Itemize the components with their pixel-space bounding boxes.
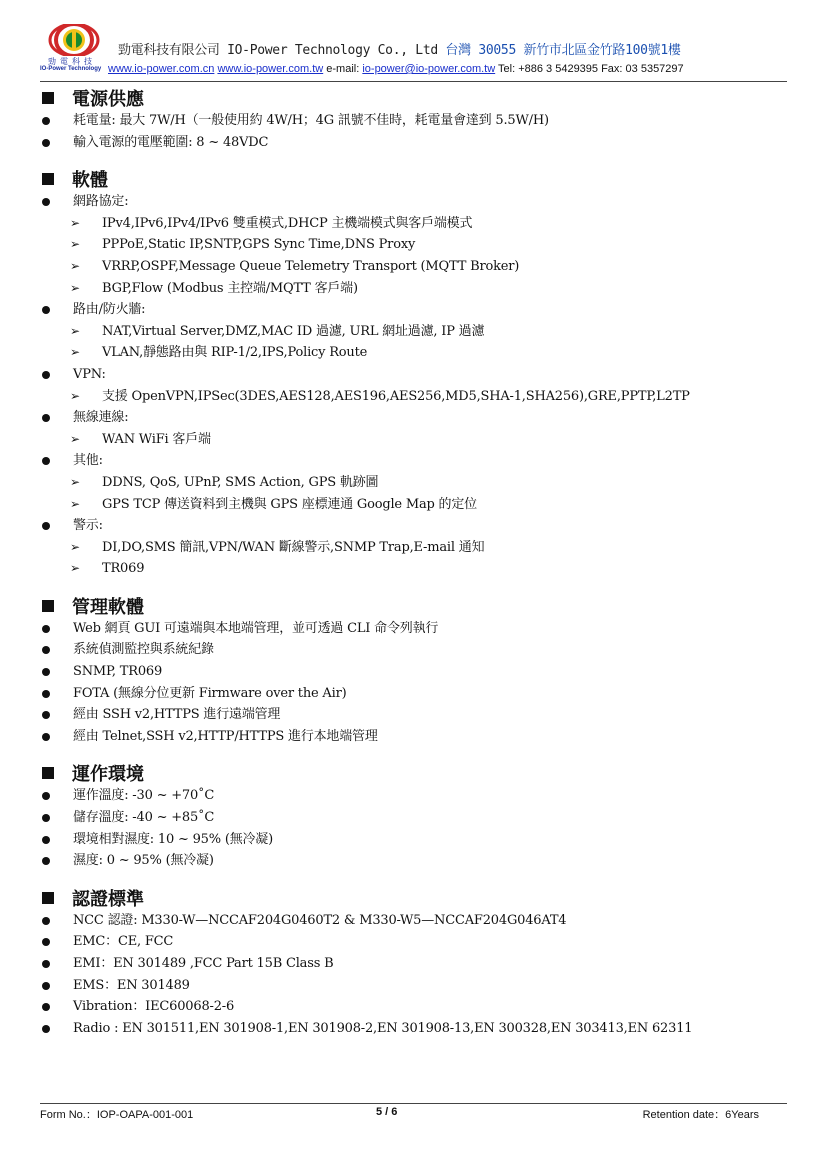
list-item: 耗電量: 最大 7W/H（一般使用約 4W/H；4G 訊號不佳時，耗電量會達到 5.5W/H) (40, 110, 790, 132)
section-management (40, 594, 790, 748)
arrow-bullet-icon: ➢ (70, 280, 80, 295)
list-item: Web 網頁 GUI 可遠端與本地端管理，並可透過 CLI 命令列執行 (40, 618, 790, 640)
logo-english-name: IO-Power Technology (40, 66, 102, 72)
company-address: 台灣 30055 新竹市北區金竹路100號1樓 (445, 43, 681, 58)
arrow-bullet-icon: ➢ (70, 258, 80, 273)
list-item: FOTA (無線分位更新 Firmware over the Air) (40, 683, 790, 705)
section-title: 管理軟體 (40, 594, 790, 618)
list-item: 運作溫度: -30 ~ +70˚C (40, 785, 790, 807)
arrow-bullet-icon: ➢ (70, 496, 80, 511)
list-item: 無線連線: (40, 407, 790, 429)
logo-chinese-name: 勁電科技 (48, 57, 96, 66)
list-item: EMI：EN 301489 ,FCC Part 15B Class B (40, 953, 790, 975)
website-link-cn[interactable]: www.io-power.com.cn (108, 63, 215, 75)
list-item: 環境相對濕度: 10 ~ 95% (無冷凝) (40, 829, 790, 851)
email-label: e-mail: (326, 63, 360, 75)
list-item: 警示: (40, 515, 790, 537)
section-title: 運作環境 (40, 761, 790, 785)
arrow-bullet-icon: ➢ (70, 474, 80, 489)
list-item: 輸入電源的電壓範圍: 8 ~ 48VDC (40, 132, 790, 154)
list-item: 儲存溫度: -40 ~ +85˚C (40, 807, 790, 829)
list-item: 系統偵測監控與系統紀錄 (40, 639, 790, 661)
contact-info (108, 63, 684, 75)
arrow-bullet-icon: ➢ (70, 539, 80, 554)
sub-list-item: ➢ NAT,Virtual Server,DMZ,MAC ID 過濾, URL 網址過濾, IP 過濾 (40, 321, 790, 343)
square-marker-icon (42, 92, 54, 104)
sub-list-item: ➢ VRRP,OSPF,Message Queue Telemetry Transport (MQTT Broker) (40, 256, 790, 278)
arrow-bullet-icon: ➢ (70, 561, 80, 576)
io-power-logo-icon (46, 24, 102, 56)
sub-list-item: ➢ GPS TCP 傳送資料到主機與 GPS 座標連通 Google Map 的定位 (40, 494, 790, 516)
section-software (40, 167, 790, 580)
document-body (40, 86, 790, 1053)
square-marker-icon (42, 600, 54, 612)
header-divider (40, 81, 787, 82)
page-number: 5 / 6 (376, 1106, 398, 1118)
list-item: 其他: (40, 450, 790, 472)
section-certification (40, 886, 790, 1040)
square-marker-icon (42, 892, 54, 904)
section-title: 認證標準 (40, 886, 790, 910)
sub-list-item: ➢ 支援 OpenVPN,IPSec(3DES,AES128,AES196,AES256,MD5,SHA-1,SHA256),GRE,PPTP,L2TP (40, 386, 790, 408)
form-number: Form No.：IOP-OAPA-001-001 (40, 1109, 194, 1121)
list-item: EMS：EN 301489 (40, 975, 790, 997)
list-item: 路由/防火牆: (40, 299, 790, 321)
sub-list-item: ➢ WAN WiFi 客戶端 (40, 429, 790, 451)
list-item: 濕度: 0 ~ 95% (無冷凝) (40, 850, 790, 872)
list-item: Radio : EN 301511,EN 301908-1,EN 301908-2,EN 301908-13,EN 300328,EN 303413,EN 62311 (40, 1018, 790, 1040)
retention-date: Retention date：6Years (642, 1109, 759, 1121)
company-logo (40, 24, 104, 76)
sub-list-item: ➢ TR069 (40, 558, 790, 580)
website-link-tw[interactable]: www.io-power.com.tw (217, 63, 324, 75)
list-item: 經由 SSH v2,HTTPS 進行遠端管理 (40, 704, 790, 726)
sub-list-item: ➢ VLAN,靜態路由與 RIP-1/2,IPS,Policy Route (40, 342, 790, 364)
sub-list-item: ➢ IPv4,IPv6,IPv4/IPv6 雙重模式,DHCP 主機端模式與客戶端模式 (40, 213, 790, 235)
arrow-bullet-icon: ➢ (70, 388, 80, 403)
section-power (40, 86, 790, 153)
list-item: NCC 認證: M330-W—NCCAF204G0460T2 & M330-W5—NCCAF204G046AT4 (40, 910, 790, 932)
company-info (118, 39, 681, 58)
email-link[interactable]: io-power@io-power.com.tw (362, 63, 496, 75)
section-environment (40, 761, 790, 871)
phone-fax: Tel: +886 3 5429395 Fax: 03 5357297 (498, 63, 684, 75)
list-item: EMC：CE, FCC (40, 931, 790, 953)
sub-list-item: ➢ PPPoE,Static IP,SNTP,GPS Sync Time,DNS Proxy (40, 234, 790, 256)
list-item: SNMP, TR069 (40, 661, 790, 683)
list-item: Vibration：IEC60068-2-6 (40, 996, 790, 1018)
section-title: 軟體 (40, 167, 790, 191)
footer-divider (40, 1103, 787, 1104)
list-item: VPN: (40, 364, 790, 386)
page-header (40, 24, 787, 82)
square-marker-icon (42, 767, 54, 779)
sub-list-item: ➢ DI,DO,SMS 簡訊,VPN/WAN 斷線警示,SNMP Trap,E-mail 通知 (40, 537, 790, 559)
arrow-bullet-icon: ➢ (70, 237, 80, 252)
list-item: 經由 Telnet,SSH v2,HTTP/HTTPS 進行本地端管理 (40, 726, 790, 748)
arrow-bullet-icon: ➢ (70, 431, 80, 446)
list-item: 網路協定: (40, 191, 790, 213)
square-marker-icon (42, 173, 54, 185)
arrow-bullet-icon: ➢ (70, 323, 80, 338)
section-title: 電源供應 (40, 86, 790, 110)
sub-list-item: ➢ BGP,Flow (Modbus 主控端/MQTT 客戶端) (40, 278, 790, 300)
arrow-bullet-icon: ➢ (70, 215, 80, 230)
sub-list-item: ➢ DDNS, QoS, UPnP, SMS Action, GPS 軌跡圖 (40, 472, 790, 494)
arrow-bullet-icon: ➢ (70, 345, 80, 360)
page-footer (40, 1106, 787, 1122)
company-name: 勁電科技有限公司 IO-Power Technology Co., Ltd (118, 43, 438, 58)
